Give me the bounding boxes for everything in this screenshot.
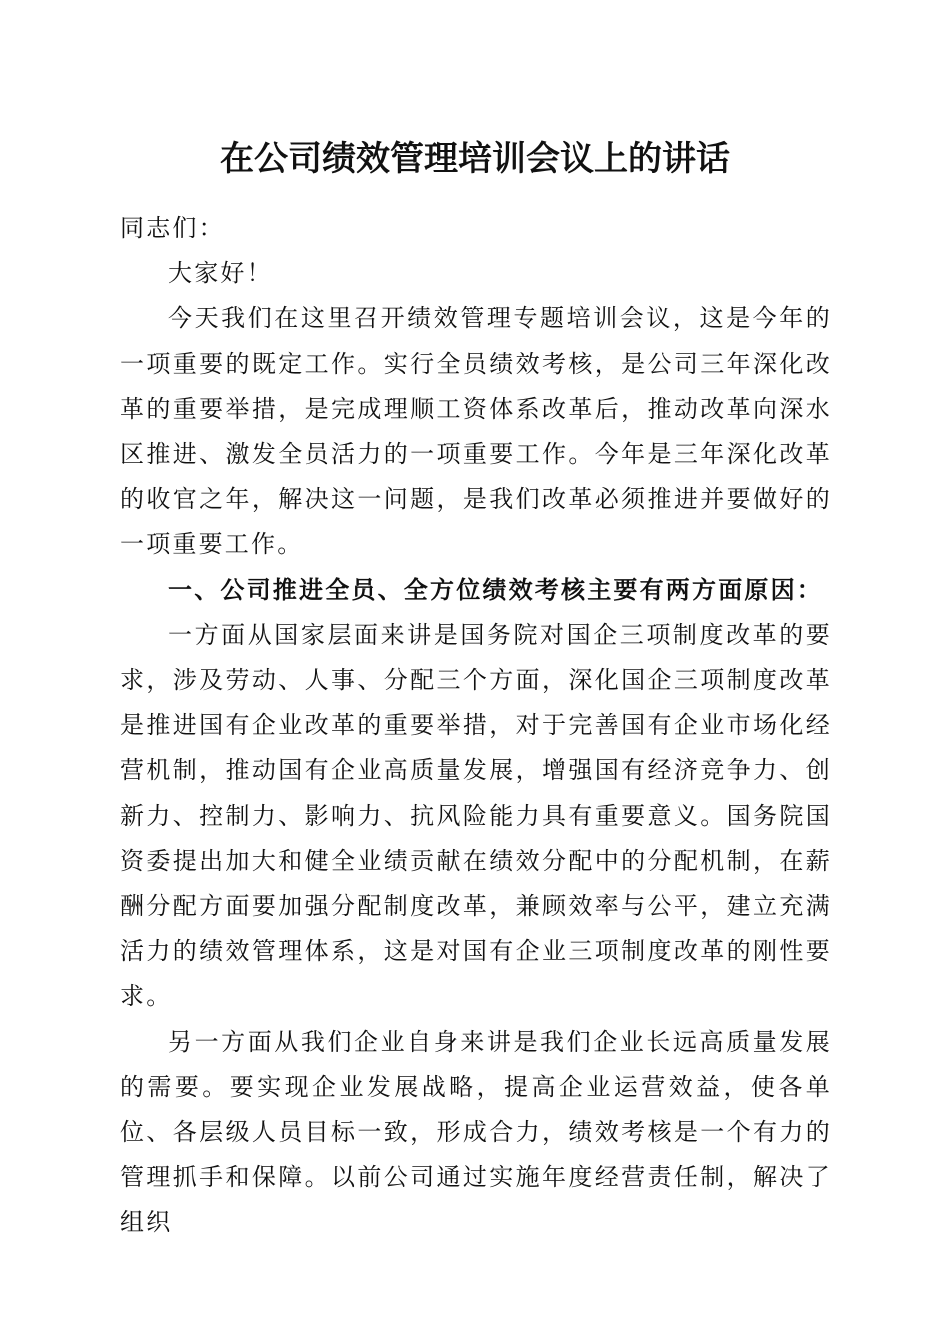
paragraph-intro: 今天我们在这里召开绩效管理专题培训会议，这是今年的一项重要的既定工作。实行全员绩效考核，是公司三年深化改革的重要举措，是完成理顺工资体系改革后，推动改革向深水区推进、激发全员活力的一项重要工作。今年是三年深化改革的收官之年，解决这一问题，是我们改革必须推进并要做好的一项重要工作。: [120, 304, 832, 559]
paragraph-enterprise-level: 另一方面从我们企业自身来讲是我们企业长远高质量发展的需要。要实现企业发展战略，提高企业运营效益，使各单位、各层级人员目标一致，形成合力，绩效考核是一个有力的管理抓手和保障。以前公司通过实施年度经营责任制，解决了组织: [120, 1027, 832, 1237]
greeting: 大家好！: [168, 259, 273, 288]
section-heading-1: 一、公司推进全员、全方位绩效考核主要有两方面原因：: [168, 575, 823, 604]
document-title: 在公司绩效管理培训会议上的讲话: [220, 139, 730, 179]
salutation: 同志们：: [120, 214, 225, 242]
paragraph-national-level: 一方面从国家层面来讲是国务院对国企三项制度改革的要求，涉及劳动、人事、分配三个方面，深化国企三项制度改革是推进国有企业改革的重要举措，对于完善国有企业市场化经营机制，推动国有企业高质量发展，增强国有经济竞争力、创新力、控制力、影响力、抗风险能力具有重要意义。国务院国资委提出加大和健全业绩贡献在绩效分配中的分配机制，在薪酬分配方面要加强分配制度改革，兼顾效率与公平，建立充满活力的绩效管理体系，这是对国有企业三项制度改革的刚性要求。: [120, 620, 832, 1011]
document-body: [120, 206, 832, 1246]
